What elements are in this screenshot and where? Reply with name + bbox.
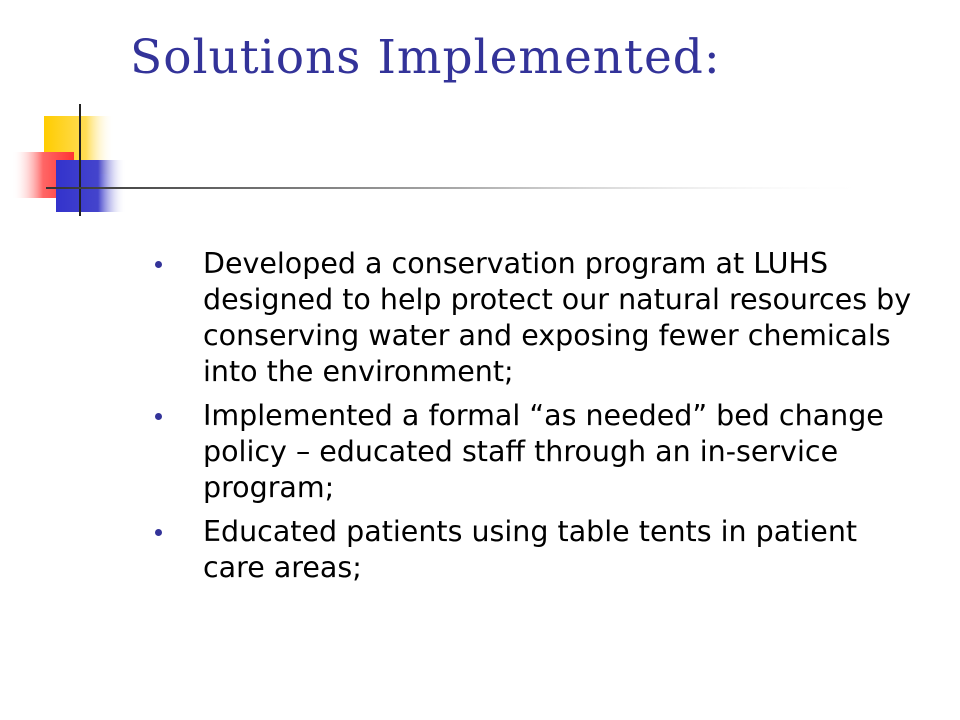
bullet-text: Educated patients using table tents in patient care areas; — [203, 515, 858, 584]
bullet-text: Developed a conservation program at LUHS designed to help protect our natural resources by conserving water and exposing fewer chemicals into the environment; — [203, 247, 912, 388]
deco-vertical-line — [79, 104, 81, 216]
bullet-dot-icon — [155, 413, 162, 420]
bullet-list — [155, 246, 915, 594]
bullet-item — [155, 246, 915, 390]
slide-title: Solutions Implemented: — [130, 30, 721, 85]
deco-horizontal-line — [46, 187, 876, 189]
bullet-dot-icon — [155, 261, 162, 268]
bullet-text: Implemented a formal “as needed” bed change policy – educated staff through an in-service program; — [203, 399, 884, 504]
bullet-item — [155, 514, 915, 586]
deco-blue-square — [56, 160, 126, 212]
bullet-item — [155, 398, 915, 506]
bullet-dot-icon — [155, 529, 162, 536]
